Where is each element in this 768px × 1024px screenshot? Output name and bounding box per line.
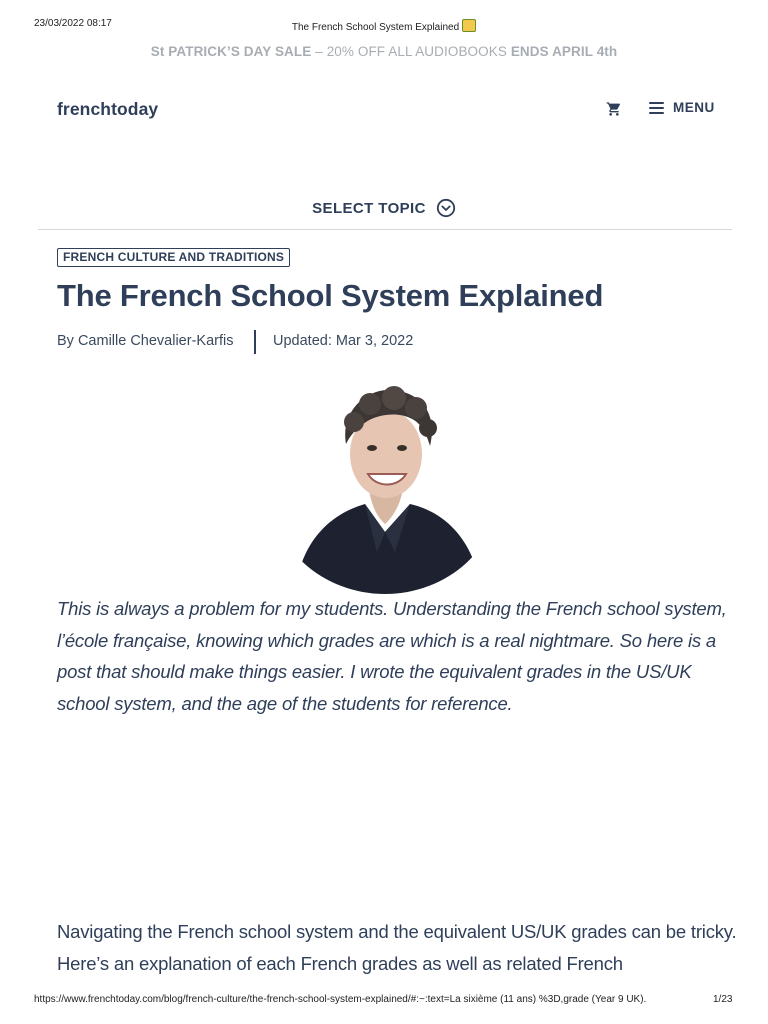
header-divider (38, 229, 732, 230)
print-page-number: 1/23 (713, 994, 733, 1005)
banner-ends-text: ENDS APRIL 4th (510, 44, 618, 59)
print-date: 23/03/2022 08:17 (34, 18, 112, 29)
category-tag[interactable]: FRENCH CULTURE AND TRADITIONS (57, 248, 290, 267)
site-logo[interactable]: frenchtoday (57, 99, 159, 119)
cart-icon[interactable] (606, 101, 622, 117)
byline-separator (254, 330, 256, 354)
author-photo (270, 382, 500, 594)
print-title-text: The French School System Explained (291, 22, 460, 33)
sale-banner[interactable] (0, 44, 768, 59)
banner-offer-text: – 20% OFF ALL AUDIOBOOKS (315, 44, 507, 59)
hamburger-icon (649, 102, 664, 114)
select-topic-label: SELECT TOPIC (312, 199, 426, 217)
print-url: https://www.frenchtoday.com/blog/french-culture/the-french-school-system-explained/#:~:text=La sixième (11 ans) %3D,grade (Year 9 UK). (34, 994, 647, 1005)
article-body-paragraph: Navigating the French school system and the equivalent US/UK grades can be tricky. Here’s an explanation of each French grades as well as related French (57, 921, 737, 974)
select-topic-button[interactable] (0, 198, 768, 218)
menu-button[interactable] (649, 100, 715, 115)
flag-emoji-icon (462, 19, 476, 32)
article-intro: This is always a problem for my students. Understanding the French school system, l’école française, knowing which grades are which is a real nightmare. So here is a post that should make things easier. I wrote the equivalent grades in the US/UK school system, and the age of the students for reference. (57, 598, 727, 714)
chevron-down-circle-icon (436, 198, 456, 218)
menu-label: MENU (673, 100, 715, 115)
updated-date: Updated: Mar 3, 2022 (273, 333, 414, 349)
author-byline[interactable]: By Camille Chevalier-Karfis (57, 333, 234, 349)
print-title (0, 19, 768, 33)
article-title: The French School System Explained (57, 278, 604, 313)
banner-sale-text: St PATRICK’S DAY SALE (150, 44, 312, 59)
